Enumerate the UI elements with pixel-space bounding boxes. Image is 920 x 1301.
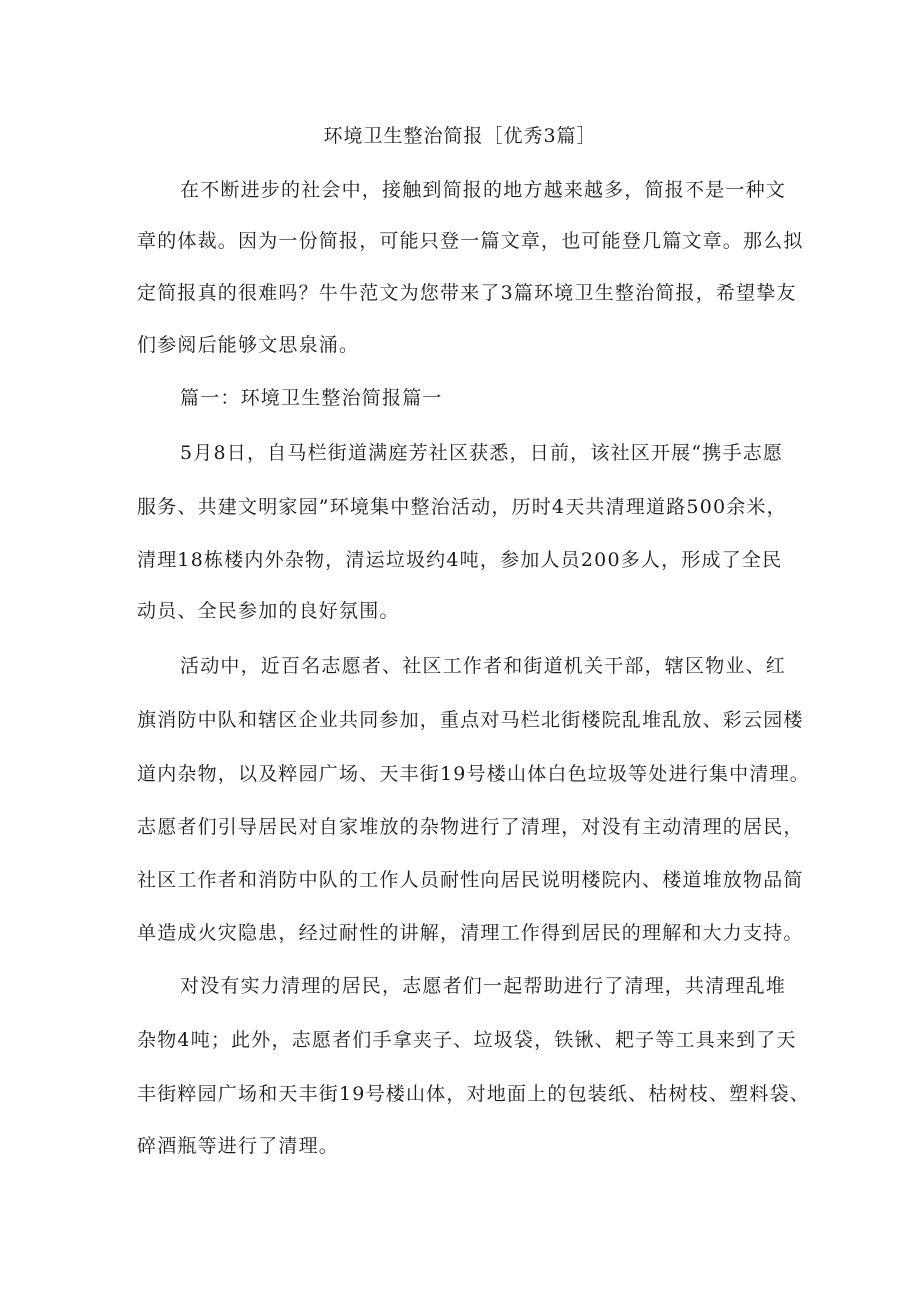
text-line: 丰街粹园广场和天丰街19号楼山体，对地面上的包装纸、枯树枝、塑料袋、 bbox=[137, 1083, 810, 1105]
text-line: 社区工作者和消防中队的工作人员耐性向居民说明楼院内、楼道堆放物品简 bbox=[137, 869, 804, 891]
text-line: 们参阅后能够文思泉涌。 bbox=[137, 334, 360, 356]
text-line: 服务、共建文明家园”环境集中整治活动，历时4天共清理道路500余米， bbox=[137, 496, 787, 518]
text-line: 5月8日，自马栏街道满庭芳社区获悉，日前，该社区开展“携手志愿 bbox=[180, 442, 784, 464]
text-line: 志愿者们引导居民对自家堆放的杂物进行了清理，对没有主动清理的居民， bbox=[137, 816, 804, 838]
text-line: 活动中，近百名志愿者、社区工作者和街道机关干部，辖区物业、红 bbox=[180, 655, 787, 677]
text-line: 在不断进步的社会中，接触到简报的地方越来越多，简报不是一种文 bbox=[180, 179, 787, 201]
text-line: 碎酒瓶等进行了清理。 bbox=[137, 1135, 340, 1157]
text-line: 道内杂物，以及粹园广场、天丰街19号楼山体白色垃圾等处进行集中清理。 bbox=[137, 763, 810, 785]
text-line: 动员、全民参加的良好氛围。 bbox=[137, 600, 400, 622]
text-line: 单造成火灾隐患，经过耐性的讲解，清理工作得到居民的理解和大力支持。 bbox=[137, 922, 804, 944]
text-line: 杂物4吨；此外，志愿者们手拿夹子、垃圾袋，铁锹、耙子等工具来到了天 bbox=[137, 1029, 797, 1051]
document-title: 环境卫生整治简报［优秀3篇］ bbox=[323, 125, 597, 147]
text-line: 对没有实力清理的居民，志愿者们一起帮助进行了清理，共清理乱堆 bbox=[180, 975, 787, 997]
text-line: 清理18栋楼内外杂物，清运垃圾约4吨，参加人员200多人，形成了全民 bbox=[137, 549, 783, 571]
text-line: 旗消防中队和辖区企业共同参加，重点对马栏北街楼院乱堆乱放、彩云园楼 bbox=[137, 709, 804, 731]
text-line: 章的体裁。因为一份简报，可能只登一篇文章，也可能登几篇文章。那么拟 bbox=[137, 230, 804, 252]
section-heading: 篇一：环境卫生整治简报篇一 bbox=[180, 387, 443, 409]
text-line: 定简报真的很难吗？牛牛范文为您带来了3篇环境卫生整治简报，希望挚友 bbox=[137, 282, 797, 304]
